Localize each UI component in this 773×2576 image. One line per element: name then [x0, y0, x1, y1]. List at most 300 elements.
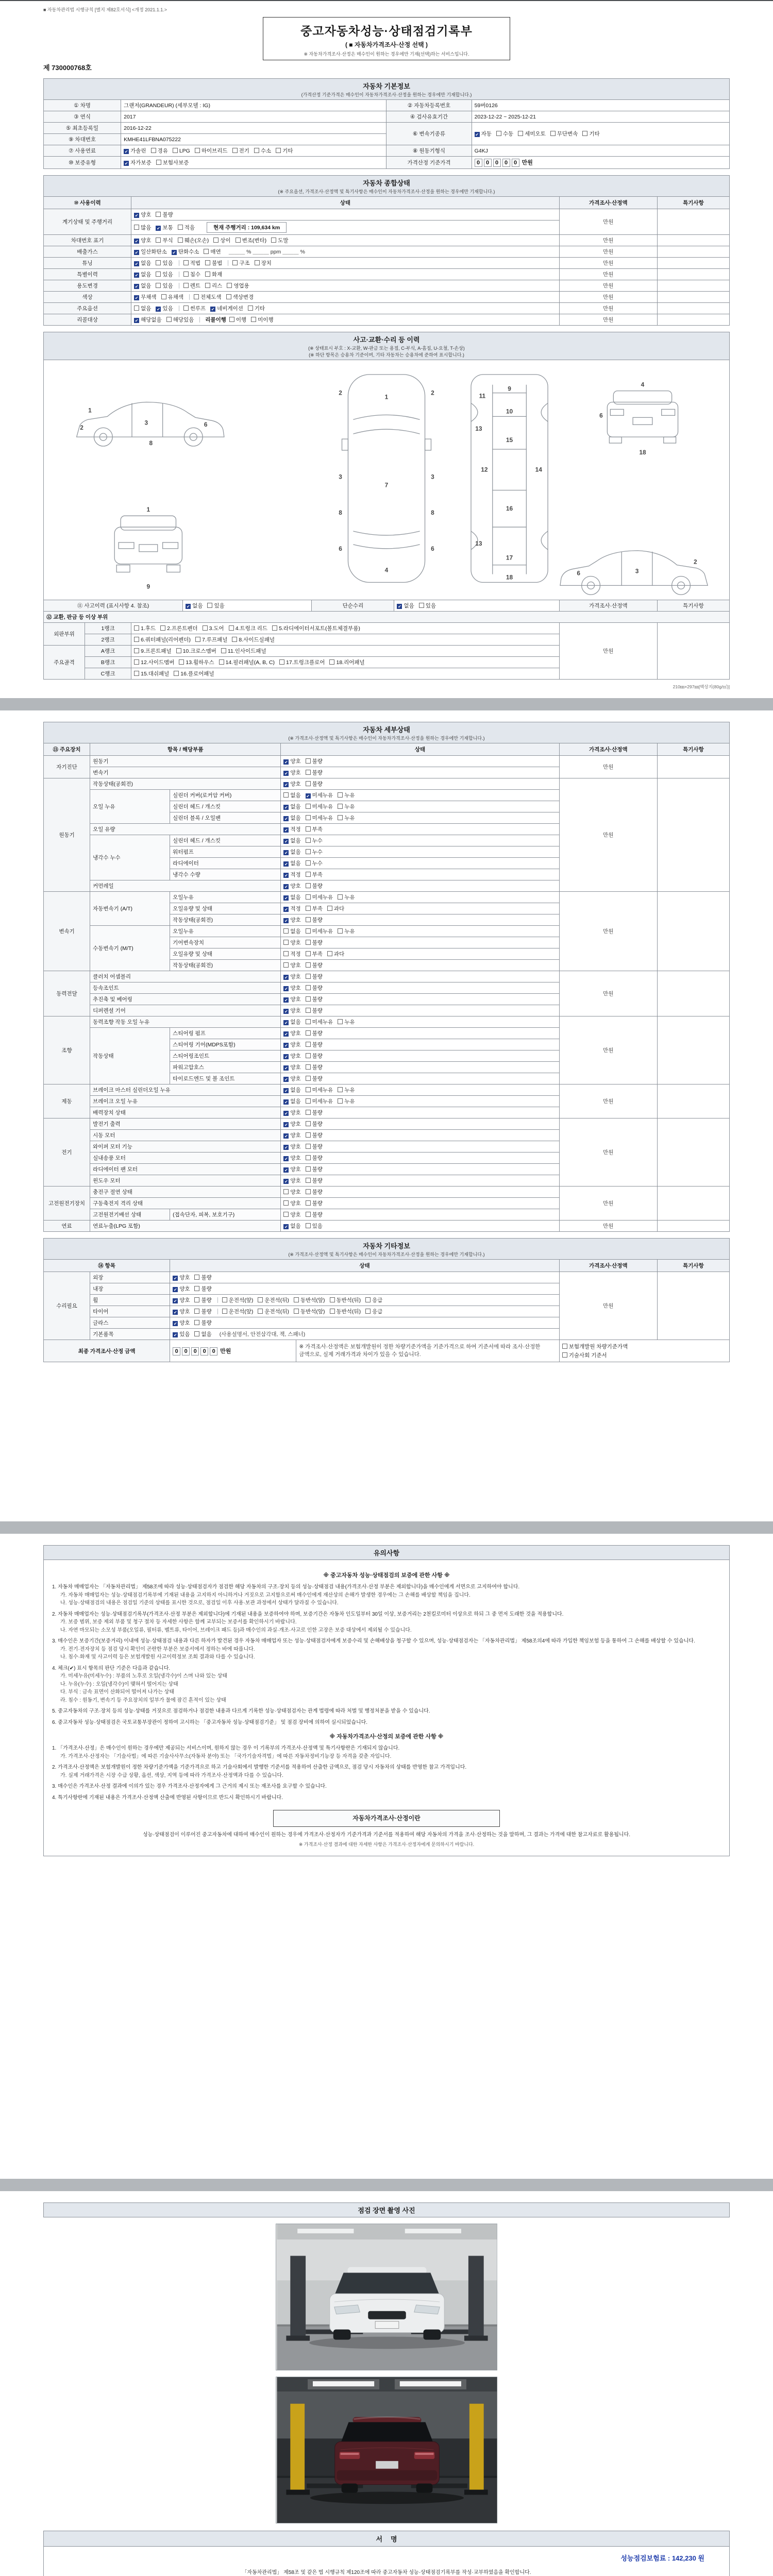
- checkbox-option: [306, 871, 323, 878]
- checkbox-option: [283, 1131, 300, 1139]
- checkbox-label: 기타: [589, 131, 600, 137]
- checkbox-option: [124, 159, 152, 166]
- page-3: [0, 1534, 773, 2179]
- checkbox-icon: [205, 260, 210, 265]
- price-cell: 만원: [559, 314, 657, 326]
- checkbox-checked-icon: ✔: [135, 318, 139, 323]
- detail-status-table: [43, 743, 730, 1232]
- option-extra-text: ＿＿＿ % ＿＿＿ ppm ＿＿＿ %: [228, 249, 305, 255]
- table-row: [44, 1272, 730, 1283]
- page-footer-note: 210㎜×297㎜[백상지(80g/㎡)]: [673, 684, 730, 690]
- checkbox-icon: [306, 917, 311, 922]
- outer-panel-group-label: 외판부위: [44, 623, 85, 646]
- checkbox-icon: [134, 648, 139, 653]
- checkbox-label: 없음: [290, 860, 301, 867]
- checkbox-label: 이행: [236, 317, 247, 323]
- checkbox-label: 있음: [312, 1223, 323, 1230]
- checkbox-label: 3.도어: [209, 625, 224, 632]
- checkbox-checked-icon: ✔: [284, 885, 288, 890]
- checkbox-icon: [134, 671, 139, 676]
- checkbox-option: [306, 1131, 323, 1139]
- item-label: 배력장치 상태: [90, 1107, 281, 1118]
- final-price-digits: [173, 1348, 219, 1354]
- checkbox-label: 불량: [312, 1166, 323, 1173]
- accident-history-table: [43, 600, 730, 612]
- fuel-options: [121, 145, 386, 157]
- checkbox-label: 화재: [212, 272, 223, 278]
- price-cell: 만원: [559, 1084, 657, 1118]
- status-options: [281, 858, 559, 869]
- checkbox-checked-icon: ✔: [284, 1055, 288, 1060]
- checkbox-icon: [227, 283, 232, 288]
- rankC-label: C랭크: [85, 668, 131, 680]
- checkbox-label: 누수: [312, 860, 323, 867]
- checkbox-checked-icon: ✔: [157, 307, 160, 312]
- note-cell: [657, 209, 729, 235]
- checkbox-icon: [306, 770, 311, 775]
- section-notice-title: 유의사항: [373, 1549, 400, 1557]
- checkbox-label: 양호: [179, 1297, 190, 1304]
- checkbox-label: 2.프론트펜더: [167, 625, 198, 632]
- checkbox-option: [283, 1052, 300, 1060]
- item-label: 글라스: [90, 1317, 170, 1329]
- section-basic-header: [43, 78, 730, 100]
- page-separator: [0, 1521, 773, 1534]
- checkbox-checked-icon: ✔: [284, 1009, 288, 1014]
- checkbox-icon: [306, 951, 311, 956]
- rankB-label: B랭크: [85, 657, 131, 668]
- checkbox-option: [183, 304, 206, 312]
- checkbox-icon: [134, 659, 139, 665]
- checkbox-checked-icon: ✔: [284, 975, 288, 980]
- amount-digit: 0: [191, 1347, 199, 1355]
- checkbox-icon: [306, 1110, 311, 1115]
- checkbox-option: [283, 1222, 300, 1230]
- checkbox-option: [283, 837, 300, 844]
- document-subtitle: ( ■ 자동차가격조사·산정 선택 ): [345, 41, 428, 48]
- svg-text:15: 15: [506, 436, 513, 444]
- base-price-unit: 만원: [522, 160, 533, 166]
- checkbox-option: [306, 1075, 323, 1082]
- checkbox-checked-icon: ✔: [284, 1043, 288, 1048]
- checkbox-label: 양호: [290, 1064, 301, 1071]
- checkbox-label: 무단변속: [557, 131, 578, 137]
- checkbox-icon: [183, 306, 189, 311]
- overall-header-status: 상태: [131, 197, 560, 209]
- checkbox-label: 없음: [290, 1019, 301, 1026]
- checkbox-icon: [327, 906, 332, 911]
- checkbox-checked-icon: ✔: [135, 273, 139, 278]
- item-label: 냉각수 누수: [90, 835, 170, 880]
- group-label: 튜닝: [44, 258, 131, 269]
- checkbox-checked-icon: ✔: [475, 132, 479, 137]
- checkbox-option: [194, 1319, 211, 1327]
- note-cell: [657, 303, 729, 314]
- svg-text:4: 4: [641, 381, 645, 388]
- checkbox-icon: [306, 1042, 311, 1047]
- checkbox-label: 미세누유: [312, 804, 333, 810]
- notice-subitem: 나. 성능·상태점검의 내용은 점검일 기준의 상태를 표시한 것으로, 점검일 이후 사용·보관 과정에서 상태가 달라질 수 있습니다.: [60, 1600, 339, 1606]
- checkbox-checked-icon: ✔: [284, 1066, 288, 1071]
- svg-text:6: 6: [577, 569, 581, 577]
- note-cell: [657, 292, 729, 303]
- checkbox-option: [173, 1296, 190, 1304]
- checkbox-icon: [306, 872, 311, 877]
- price-definition-box: 자동차가격조사·산정이란: [273, 1810, 500, 1827]
- checkbox-checked-icon: ✔: [284, 1179, 288, 1184]
- item-label: 자동변속기 (A/T): [90, 892, 170, 926]
- checkbox-label: 없음: [141, 260, 152, 266]
- checkbox-label: 있음: [162, 260, 173, 266]
- svg-text:1: 1: [146, 506, 150, 514]
- checkbox-option: [156, 259, 173, 267]
- item-label: 오일 누유: [90, 790, 170, 824]
- checkbox-label: 양호: [290, 940, 301, 946]
- checkbox-label: 미이행: [258, 317, 274, 323]
- option-divider: [217, 1297, 218, 1303]
- rankC-parts: [131, 668, 560, 680]
- svg-text:7: 7: [384, 481, 389, 489]
- option-extra-text: (사용설명서, 안전삼각대, 잭, 스패너): [219, 1331, 306, 1338]
- table-row: [44, 157, 730, 169]
- vehicle-damage-diagram: [43, 360, 730, 600]
- year-value: 2017: [121, 111, 386, 123]
- table-row: [44, 209, 730, 221]
- checkbox-label: 없음: [290, 928, 301, 935]
- insurance-fee-label: 성능점검보험료 :: [620, 2554, 670, 2563]
- status-options: [281, 994, 559, 1005]
- svg-text:18: 18: [506, 573, 513, 581]
- checkbox-icon: [205, 283, 210, 288]
- checkbox-icon: [306, 894, 311, 900]
- checkbox-icon: [134, 625, 139, 631]
- price-cell: 만원: [559, 756, 657, 778]
- checkbox-label: 4.트렁크 리드: [235, 625, 268, 632]
- checkbox-option: [306, 1097, 333, 1105]
- checkbox-checked-icon: ✔: [284, 873, 288, 878]
- checkbox-label: 미세누유: [312, 1087, 333, 1094]
- year-label: ③ 연식: [44, 111, 121, 123]
- item-label: 디퍼렌셜 기어: [90, 1005, 281, 1016]
- checkbox-option: [276, 147, 293, 155]
- status-options: [131, 235, 560, 246]
- subitem-label: 작동상태(공회전): [170, 914, 281, 926]
- checkbox-label: 없음: [192, 603, 203, 609]
- reg-no-value: 59버0126: [472, 100, 729, 111]
- subitem-label: 스티어링조인트: [170, 1050, 281, 1062]
- group-label: 전기: [44, 1118, 90, 1187]
- checkbox-icon: [582, 131, 587, 136]
- status-options: [131, 303, 560, 314]
- checkbox-icon: [166, 317, 172, 322]
- status-options: [281, 1175, 559, 1187]
- notice-item: 4. 체크(✔) 표시 항목의 판단 기준은 다음과 같습니다.: [52, 1665, 171, 1671]
- checkbox-icon: [306, 996, 311, 1002]
- checkbox-label: 양호: [290, 758, 301, 765]
- checkbox-label: 영업용: [233, 283, 249, 289]
- checkbox-option: [397, 602, 414, 609]
- checkbox-label: 매연: [210, 249, 221, 255]
- section-detail-note: (※ 가격조사·산정액 및 특기사항은 매수인이 자동차가격조사·산정을 원하는 경우에만 기재합니다.): [288, 736, 485, 741]
- checkbox-label: 양호: [179, 1275, 190, 1281]
- status-options: [131, 269, 560, 280]
- checkbox-option: [306, 1154, 323, 1162]
- subitem-label: 오일유량 및 상태: [170, 948, 281, 960]
- price-definition-foot: ※ 가격조사·산정 결과에 대한 자세한 사항은 가격조사·산정자에게 문의하시기 바랍니다.: [298, 1842, 475, 1848]
- checkbox-label: 13.휠하우스: [186, 659, 214, 666]
- detail-header-price: 가격조사·산정액: [559, 743, 657, 756]
- checkbox-option: [283, 1041, 300, 1048]
- checkbox-option: [306, 1199, 323, 1207]
- note-cell: [657, 280, 729, 292]
- checkbox-option: [306, 848, 323, 856]
- checkbox-option: [518, 130, 546, 138]
- checkbox-label: 불량: [312, 770, 323, 776]
- checkbox-label: 일산화탄소: [141, 249, 167, 255]
- checkbox-icon: [194, 1309, 199, 1314]
- item-label: 고전원전기배선 상태: [90, 1209, 170, 1221]
- checkbox-icon: [134, 637, 139, 642]
- table-row: [44, 971, 730, 982]
- checkbox-option: [194, 293, 222, 301]
- checkbox-checked-icon: ✔: [124, 149, 128, 154]
- checkbox-label: 불량: [201, 1286, 212, 1293]
- checkbox-label: 양호: [290, 985, 301, 992]
- item-label: 발전기 출력: [90, 1118, 281, 1130]
- status-options: [281, 869, 559, 880]
- checkbox-icon: [330, 1297, 335, 1302]
- checkbox-option: [134, 282, 151, 290]
- checkbox-label: 전기: [239, 148, 249, 154]
- checkbox-option: [283, 780, 300, 788]
- checkbox-icon: [283, 928, 289, 934]
- checkbox-option: [283, 961, 300, 969]
- checkbox-icon: [306, 1008, 311, 1013]
- section-etc-title: 자동차 기타정보: [363, 1242, 410, 1250]
- checkbox-option: [306, 1165, 323, 1173]
- checkbox-label: 양호: [290, 883, 301, 890]
- skeleton-price-cell: 만원: [559, 623, 657, 680]
- checkbox-label: 불량: [312, 1053, 323, 1060]
- checkbox-icon: [294, 1297, 299, 1302]
- checkbox-label: 양호: [290, 1110, 301, 1116]
- status-options: [170, 1295, 560, 1306]
- checkbox-option: [283, 905, 300, 912]
- checkbox-option: [258, 1308, 289, 1315]
- checkbox-option: [258, 1296, 289, 1304]
- checkbox-option: [283, 882, 300, 890]
- status-options: [281, 1118, 559, 1130]
- checkbox-icon: [306, 1132, 311, 1138]
- checkbox-option: [419, 602, 436, 609]
- checkbox-icon: [306, 883, 311, 888]
- reg-no-label: ② 자동차등록번호: [386, 100, 472, 111]
- checkbox-option: [283, 1063, 300, 1071]
- checkbox-icon: [194, 1286, 199, 1291]
- amount-digit: 0: [484, 159, 492, 167]
- checkbox-label: 불량: [312, 1030, 323, 1037]
- checkbox-label: 해당있음: [173, 317, 194, 323]
- checkbox-icon: [306, 985, 311, 990]
- checkbox-label: 양호: [290, 962, 301, 969]
- status-options: [281, 1016, 559, 1028]
- section-detail-title: 자동차 세부상태: [363, 726, 410, 734]
- group-label: 제동: [44, 1084, 90, 1118]
- vin-value: KMHE41LFBNA075222: [121, 134, 386, 145]
- base-price-label: 가격산정 기준가격: [386, 157, 472, 169]
- checkbox-label: 운전석(앞): [228, 1309, 254, 1315]
- page-1: [0, 0, 773, 698]
- note-cell: [657, 1221, 729, 1232]
- checkbox-label: 불량: [162, 212, 173, 218]
- table-row: [44, 892, 730, 903]
- checkbox-label: 불량: [201, 1275, 212, 1281]
- page-4: [0, 2191, 773, 2576]
- price-cell: 만원: [559, 1187, 657, 1221]
- checkbox-checked-icon: ✔: [284, 862, 288, 867]
- checkbox-icon: [306, 826, 311, 832]
- checkbox-option: [213, 236, 230, 244]
- item-label: 외장: [90, 1272, 170, 1283]
- subitem-label: 실린더 헤드 / 개스킷: [170, 801, 281, 812]
- checkbox-option: [496, 130, 513, 138]
- table-row: [44, 1187, 730, 1198]
- notice-subsection1-title: ※ 중고자동차 성능·상태점검의 보증에 관한 사항 ※: [323, 1572, 450, 1579]
- checkbox-option: [251, 316, 273, 324]
- status-options: [281, 801, 559, 812]
- table-row: [44, 778, 730, 790]
- note-cell: [657, 258, 729, 269]
- checkbox-icon: [283, 940, 289, 945]
- checkbox-label: 동반석(뒤): [336, 1297, 361, 1304]
- svg-text:1: 1: [88, 406, 92, 414]
- checkbox-checked-icon: ✔: [284, 1100, 288, 1105]
- item-label: 구동축전지 격리 상태: [90, 1198, 281, 1209]
- checkbox-option: [283, 814, 300, 822]
- price-cell: 만원: [559, 892, 657, 971]
- svg-text:3: 3: [339, 473, 342, 481]
- checkbox-option: [194, 1296, 211, 1304]
- checkbox-option: [174, 670, 214, 677]
- item-label: 휠: [90, 1295, 170, 1306]
- status-options: [281, 790, 559, 801]
- checkbox-checked-icon: ✔: [398, 604, 401, 609]
- checkbox-icon: [306, 758, 311, 764]
- checkbox-option: [329, 658, 364, 666]
- checkbox-icon: [306, 1200, 311, 1206]
- table-row: [44, 235, 730, 246]
- checkbox-label: 불량: [312, 1076, 323, 1082]
- checkbox-option: [306, 882, 323, 890]
- section-photos-title: 점검 장면 촬영 사진: [358, 2207, 415, 2215]
- checkbox-label: 수소: [260, 148, 272, 154]
- checkbox-option: [232, 259, 249, 267]
- checkbox-checked-icon: ✔: [284, 839, 288, 844]
- group-label: 고전원전기장치: [44, 1187, 90, 1221]
- item-label: 원동기: [90, 756, 281, 767]
- status-options: [131, 258, 560, 269]
- note-cell: [657, 892, 729, 971]
- checkbox-icon: [178, 225, 183, 230]
- checkbox-icon: [272, 625, 277, 631]
- table-row: [44, 123, 730, 134]
- checkbox-option: [306, 757, 323, 765]
- status-options: [131, 209, 560, 221]
- checkbox-label: 없음: [290, 838, 301, 844]
- warranty-options: [121, 157, 386, 169]
- checkbox-icon: [194, 1331, 199, 1336]
- checkbox-option: [232, 636, 275, 643]
- option-divider: [199, 317, 200, 323]
- checkbox-icon: [306, 962, 311, 968]
- checkbox-label: 부족: [312, 951, 323, 958]
- checkbox-label: 누유: [344, 792, 355, 799]
- checkbox-option: [283, 1188, 300, 1196]
- checkbox-option: [283, 939, 300, 946]
- subitem-label: 타이로드엔드 및 볼 조인트: [170, 1073, 281, 1084]
- status-options: [281, 1073, 559, 1084]
- table-row: [44, 1084, 730, 1096]
- checkbox-label: 무채색: [141, 294, 157, 300]
- checkbox-icon: [160, 625, 165, 631]
- checkbox-label: 17.트렁크플로어: [286, 659, 325, 666]
- checkbox-option: [283, 791, 300, 799]
- status-options: [281, 903, 559, 914]
- checkbox-checked-icon: ✔: [284, 1089, 288, 1094]
- checkbox-checked-icon: ✔: [284, 1157, 288, 1162]
- accident-note-header: 특기사항: [657, 600, 729, 612]
- checkbox-icon: [283, 1200, 289, 1206]
- svg-text:13: 13: [475, 425, 482, 433]
- checkbox-icon: [183, 260, 189, 265]
- table-header-row: [44, 197, 730, 209]
- checkbox-label: 불법: [212, 260, 223, 266]
- accident-price-header: 가격조사·산정액: [559, 600, 657, 612]
- checkbox-icon: [271, 238, 276, 243]
- checkbox-label: 없음: [290, 894, 301, 901]
- checkbox-checked-icon: ✔: [284, 1134, 288, 1139]
- checkbox-option: [134, 270, 151, 278]
- checkbox-label: 불량: [201, 1309, 212, 1315]
- checkbox-icon: [156, 272, 161, 277]
- note-cell: [657, 235, 729, 246]
- checkbox-checked-icon: ✔: [186, 604, 190, 609]
- checkbox-icon: [194, 1297, 199, 1302]
- price-cell: 만원: [559, 1221, 657, 1232]
- amount-digit: 0: [200, 1347, 208, 1355]
- svg-text:6: 6: [204, 421, 208, 429]
- checkbox-option: [283, 916, 300, 924]
- final-price-table: [43, 1340, 730, 1362]
- checkbox-label: 동반석(앞): [300, 1309, 325, 1315]
- checkbox-label: 불량: [312, 1144, 323, 1150]
- checkbox-label: 양호: [290, 1189, 301, 1196]
- fuel-label: ⑦ 사용연료: [44, 145, 121, 157]
- table-row: [44, 314, 730, 326]
- final-price-note: ※ 가격조사·산정액은 보험개발원이 정한 차량기준가액을 기준가격으로 하여 기준서에 따라 조사·산정한 금액으로, 실제 거래가격과 차이가 있을 수 있습니다.: [296, 1340, 559, 1362]
- checkbox-icon: [329, 659, 334, 665]
- subitem-label: 실린더 헤드 / 개스킷: [170, 835, 281, 846]
- checkbox-label: 적음: [184, 225, 195, 231]
- table-row: [44, 623, 730, 634]
- checkbox-checked-icon: ✔: [284, 1168, 288, 1173]
- checkbox-option: [210, 304, 243, 312]
- checkbox-label: 양호: [179, 1320, 190, 1327]
- table-row: [44, 612, 730, 623]
- insurance-fee: [53, 2553, 704, 2563]
- checkbox-option: [306, 1007, 323, 1014]
- checkbox-checked-icon: ✔: [173, 1276, 177, 1281]
